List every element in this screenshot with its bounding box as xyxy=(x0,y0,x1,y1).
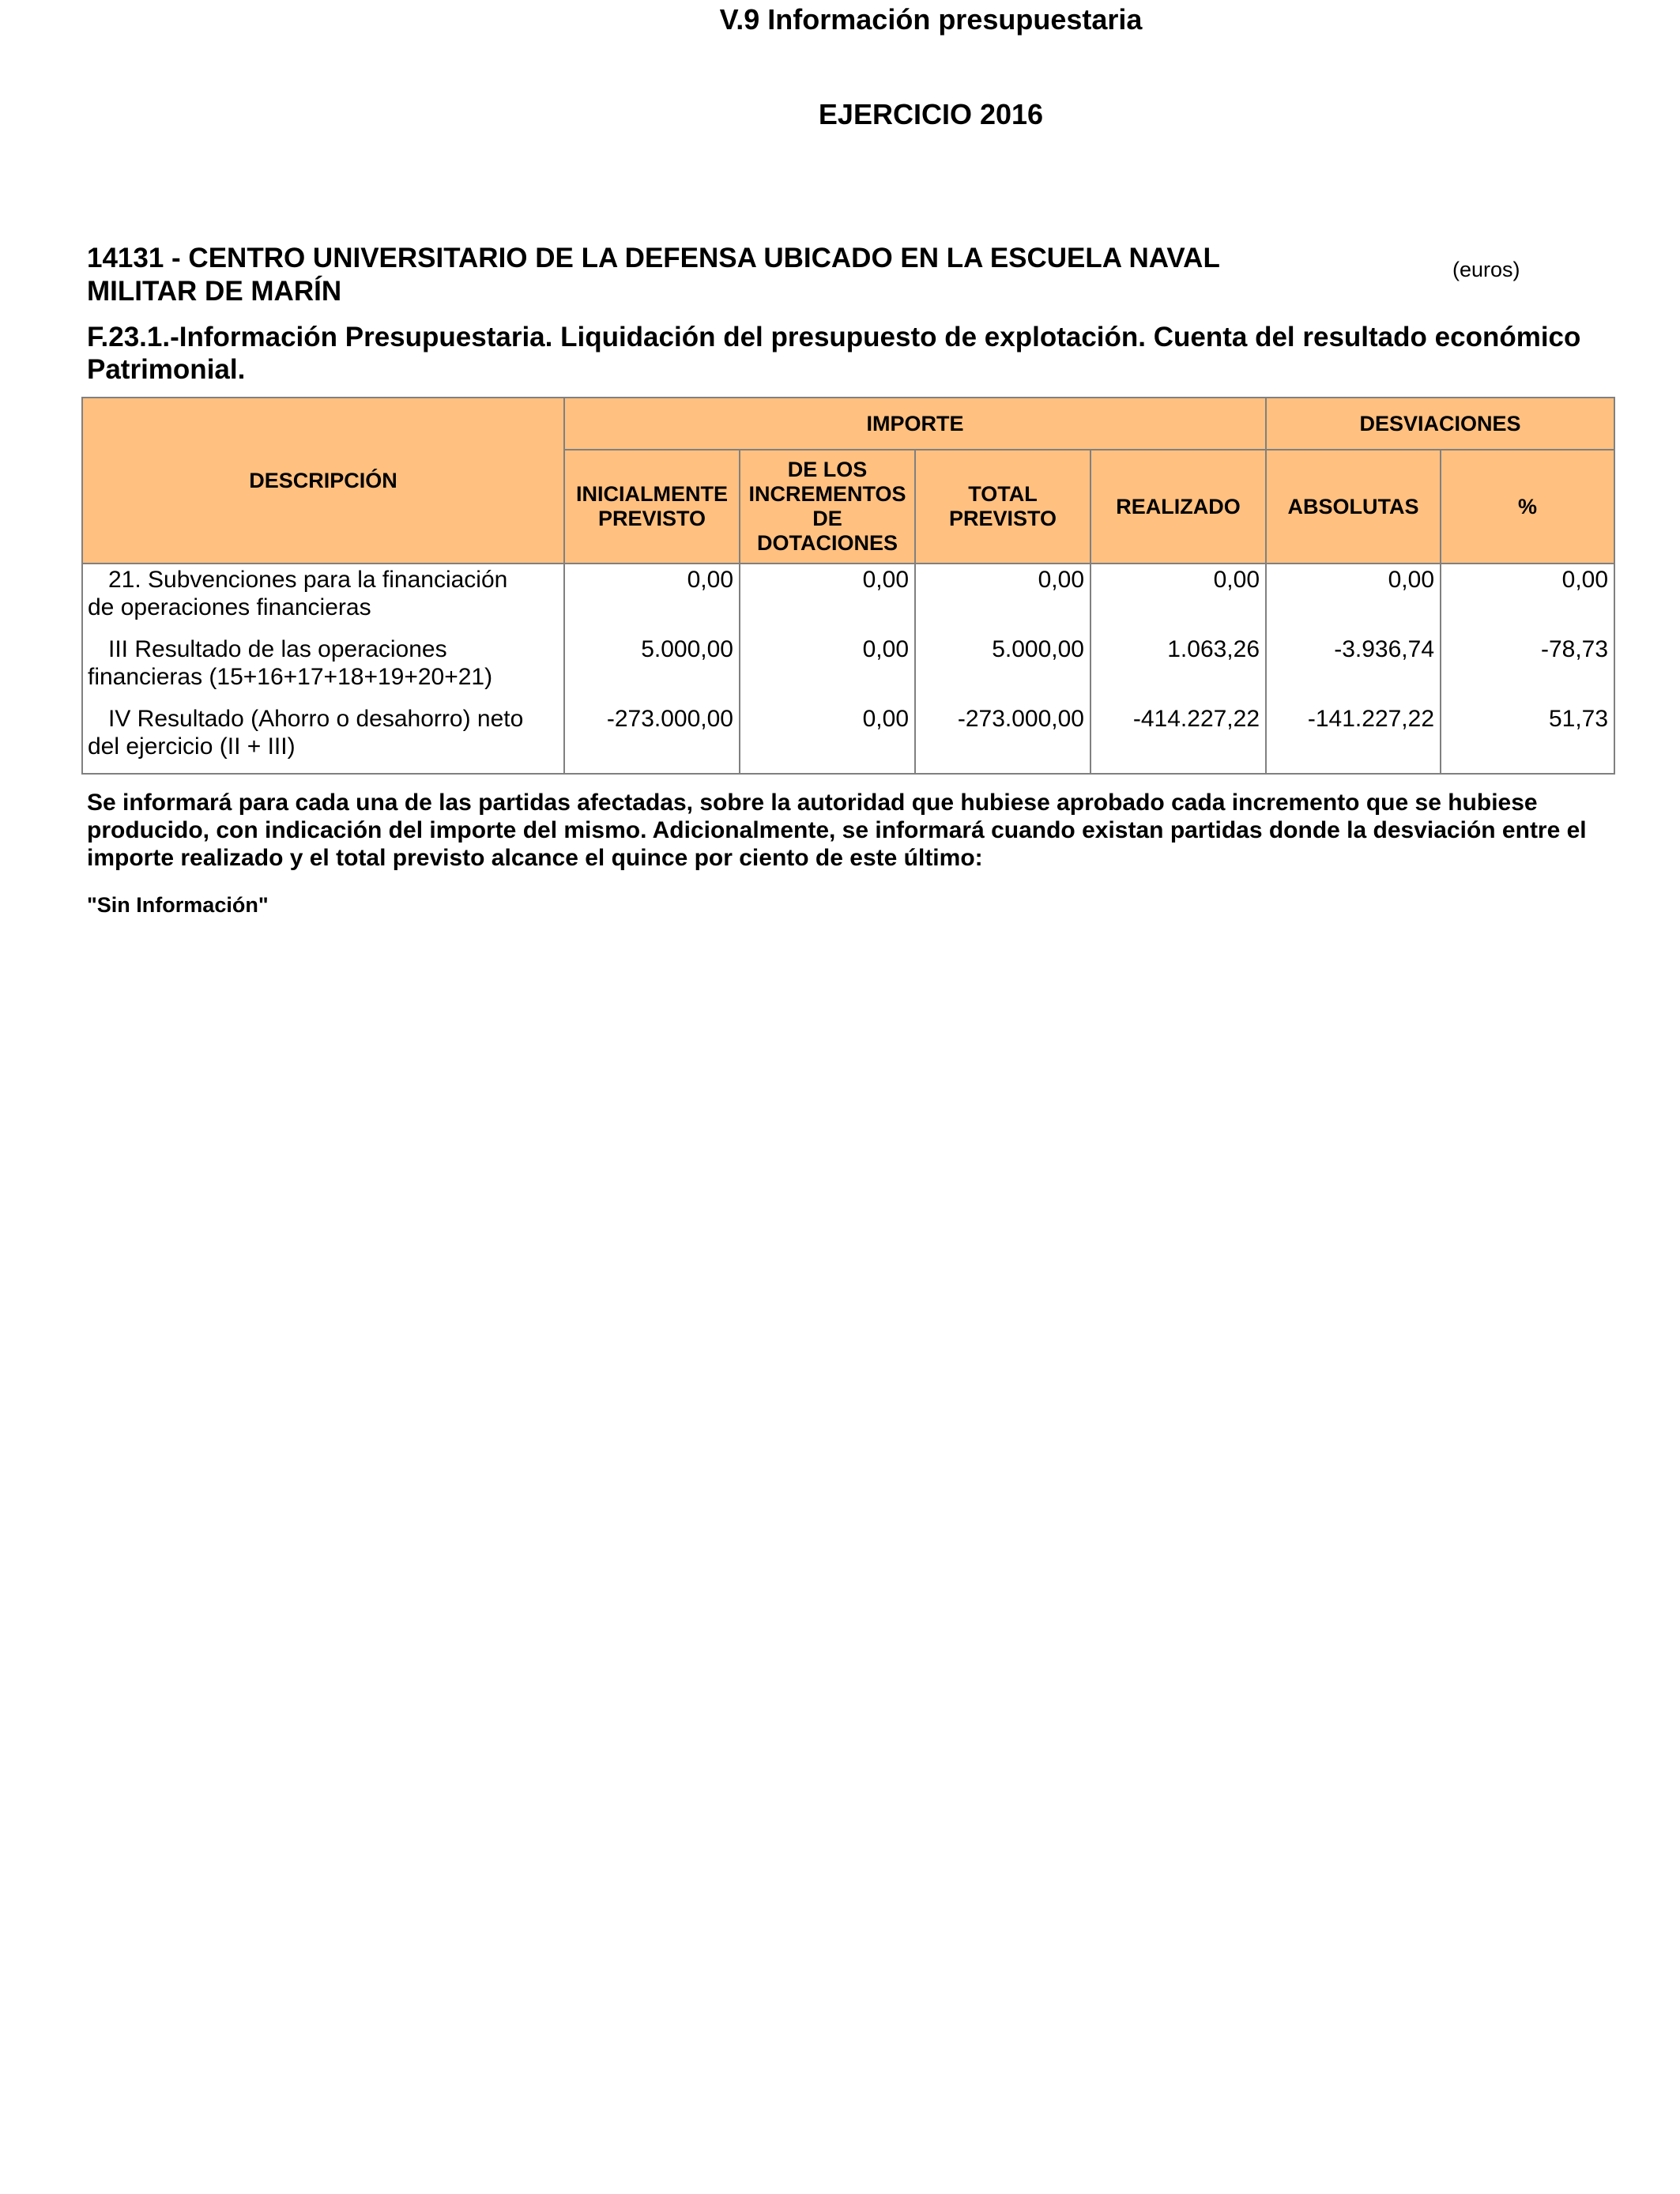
row-description xyxy=(82,564,564,634)
cell-incrementos: 0,00 xyxy=(740,564,915,634)
cell-absolutas: -3.936,74 xyxy=(1266,634,1441,703)
cell-inicialmente-previsto: -273.000,00 xyxy=(564,703,740,774)
no-information-label: "Sin Información" xyxy=(87,893,269,917)
entity-name xyxy=(87,242,1320,308)
col-header-total-previsto: TOTAL PREVISTO xyxy=(915,450,1090,564)
cell-porcentaje: 0,00 xyxy=(1441,564,1614,634)
entity-name-line2: MILITAR DE MARÍN xyxy=(87,276,342,307)
table-row xyxy=(82,564,1614,634)
cell-inicialmente-previsto: 0,00 xyxy=(564,564,740,634)
col-header-realizado: REALIZADO xyxy=(1090,450,1266,564)
row-description xyxy=(82,703,564,774)
group-header-importe: IMPORTE xyxy=(564,398,1266,450)
cell-incrementos: 0,00 xyxy=(740,634,915,703)
footnote-text: Se informará para cada una de las partidas afectadas, sobre la autoridad que hubiese aprobado cada incremento que se hubiese producido, con indicación del importe del mismo. Adicionalmente, se informará cuando existan partidas donde la desviación entre el importe realizado y el total previsto alcance el quince por ciento de este último: xyxy=(87,790,1587,871)
cell-porcentaje: -78,73 xyxy=(1441,634,1614,703)
cell-realizado: -414.227,22 xyxy=(1090,703,1266,774)
section-title: F.23.1.-Información Presupuestaria. Liquidación del presupuesto de explotación. Cuenta del resultado económico Patrimonial. xyxy=(87,322,1581,385)
cell-absolutas: 0,00 xyxy=(1266,564,1441,634)
row-description-line1: 21. Subvenciones para la financiación xyxy=(108,567,508,593)
cell-incrementos: 0,00 xyxy=(740,703,915,774)
col-header-inicialmente-previsto: INICIALMENTE PREVISTO xyxy=(564,450,740,564)
col-header-incrementos: DE LOS INCREMENTOS DE DOTACIONES xyxy=(740,450,915,564)
row-description xyxy=(82,634,564,703)
row-description-line2: financieras (15+16+17+18+19+20+21) xyxy=(88,664,493,690)
cell-total-previsto: 5.000,00 xyxy=(915,634,1090,703)
col-header-descripcion: DESCRIPCIÓN xyxy=(82,398,564,564)
budget-table xyxy=(81,397,1615,775)
col-header-absolutas: ABSOLUTAS xyxy=(1266,450,1441,564)
group-header-desviaciones: DESVIACIONES xyxy=(1266,398,1614,450)
cell-absolutas: -141.227,22 xyxy=(1266,703,1441,774)
row-description-line1: IV Resultado (Ahorro o desahorro) neto xyxy=(108,706,524,732)
page-title: V.9 Información presupuestaria xyxy=(719,3,1143,36)
row-description-line2: de operaciones financieras xyxy=(88,594,371,620)
currency-unit: (euros) xyxy=(1452,258,1520,281)
cell-total-previsto: 0,00 xyxy=(915,564,1090,634)
table-row xyxy=(82,703,1614,774)
cell-inicialmente-previsto: 5.000,00 xyxy=(564,634,740,703)
exercise-year: EJERCICIO 2016 xyxy=(818,98,1044,130)
row-description-line2: del ejercicio (II + III) xyxy=(88,733,296,760)
cell-realizado: 0,00 xyxy=(1090,564,1266,634)
col-header-porcentaje: % xyxy=(1441,450,1614,564)
cell-realizado: 1.063,26 xyxy=(1090,634,1266,703)
cell-porcentaje: 51,73 xyxy=(1441,703,1614,774)
entity-name-line1: 14131 - CENTRO UNIVERSITARIO DE LA DEFENSA UBICADO EN LA ESCUELA NAVAL xyxy=(87,243,1220,273)
cell-total-previsto: -273.000,00 xyxy=(915,703,1090,774)
row-description-line1: III Resultado de las operaciones xyxy=(108,636,447,662)
table-row xyxy=(82,634,1614,703)
